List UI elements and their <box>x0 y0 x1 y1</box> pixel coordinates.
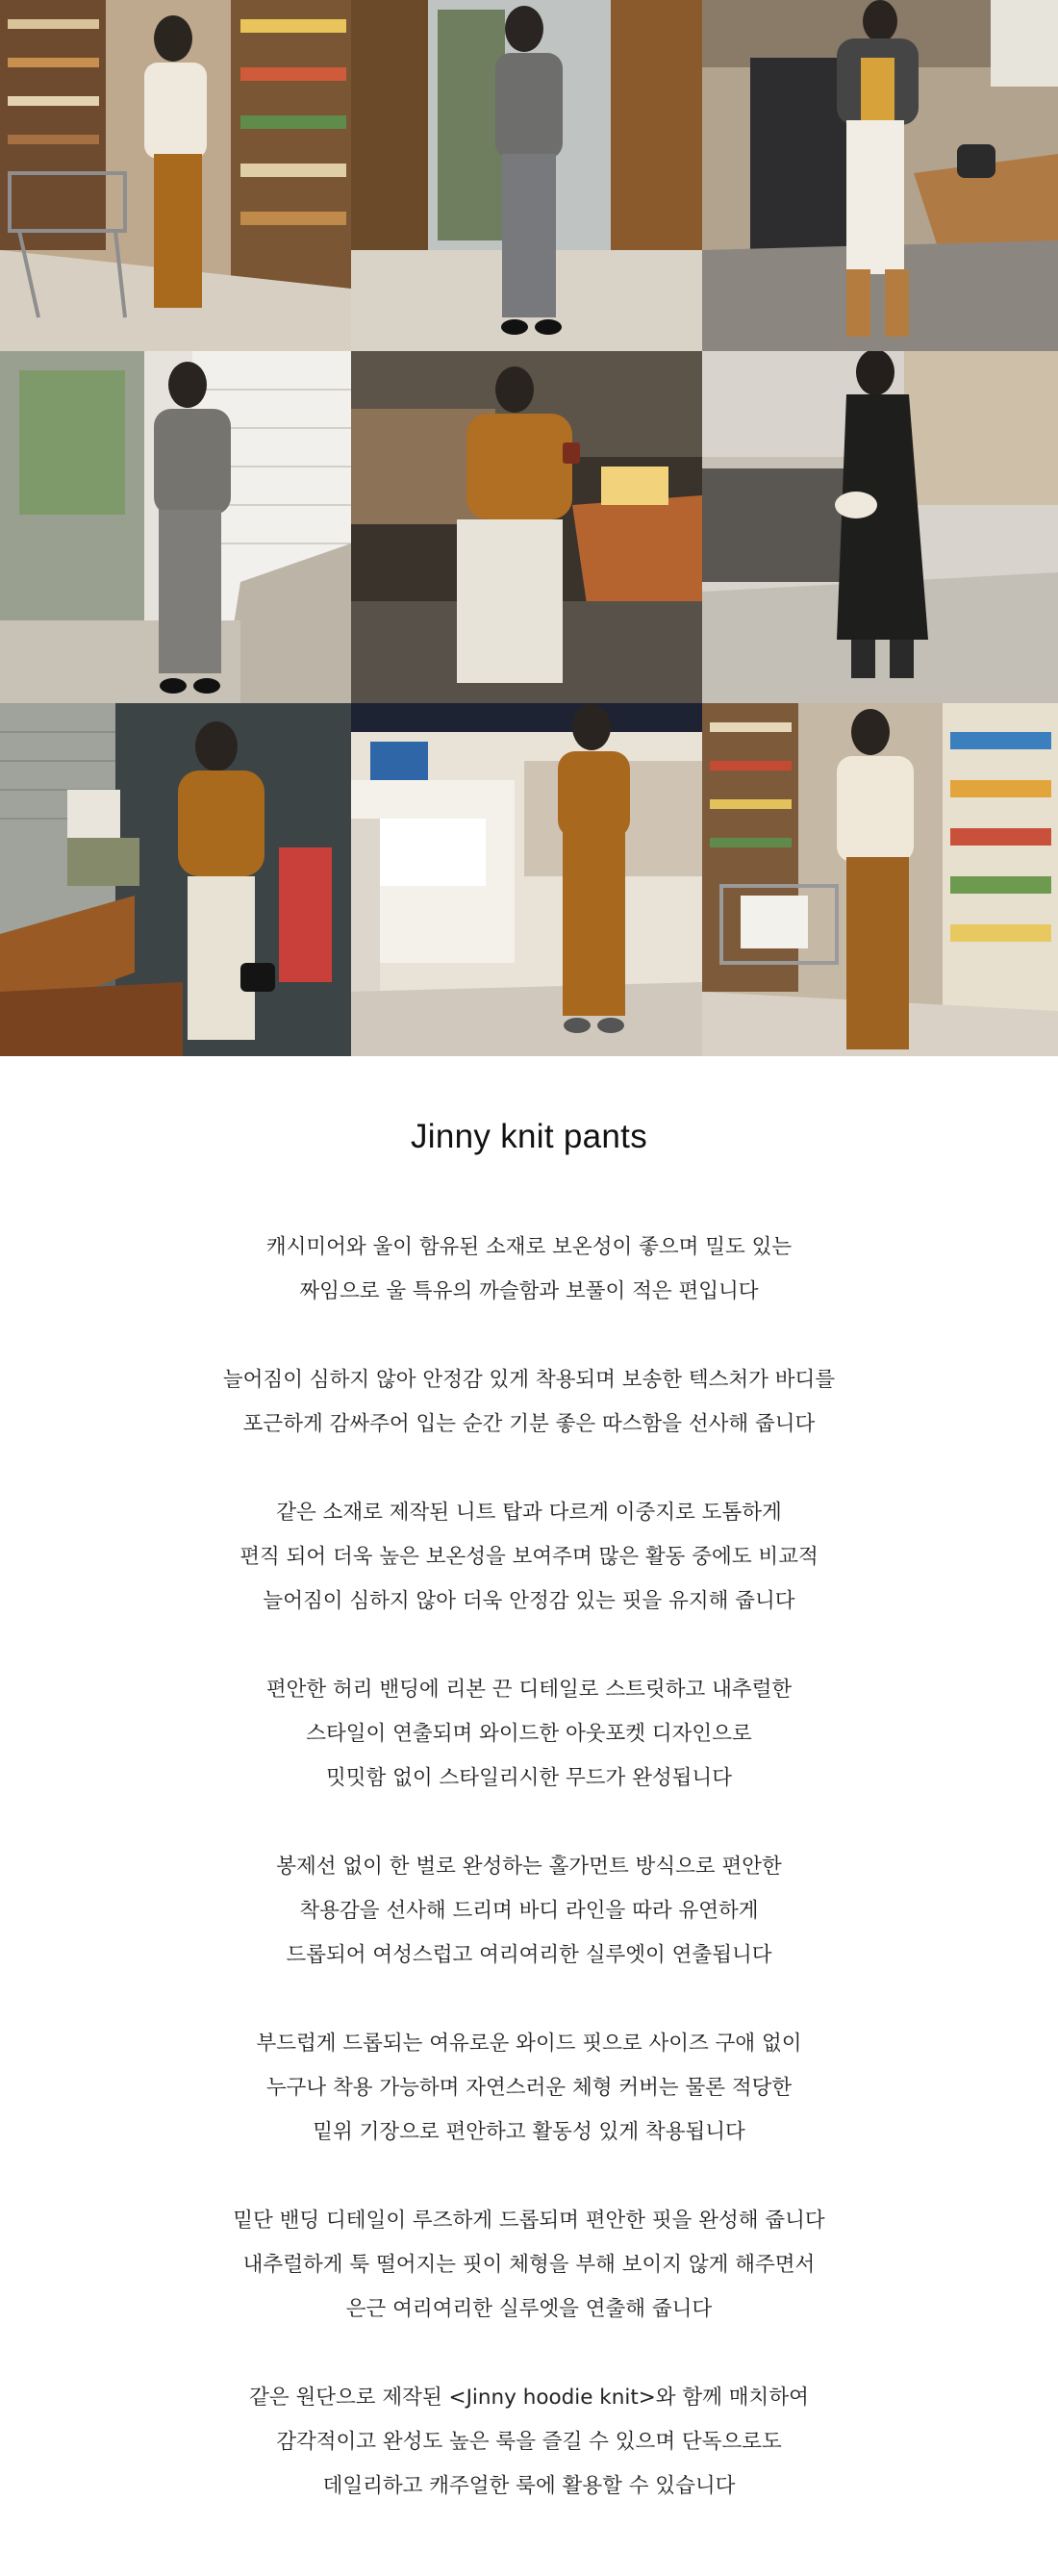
description-paragraph <box>0 1491 1058 1624</box>
description-line: 누구나 착용 가능하며 자연스러운 체형 커버는 물론 적당한 <box>265 2076 793 2100</box>
description-paragraph <box>0 1358 1058 1447</box>
description-line: 스타일이 연출되며 와이드한 아웃포켓 디자인으로 <box>306 1722 752 1746</box>
description-paragraph <box>0 1225 1058 1314</box>
description-line: 드롭되어 여성스럽고 여리여리한 실루엣이 연출됩니다 <box>286 1943 772 1967</box>
description-line: 밋밋함 없이 스타일리시한 무드가 완성됩니다 <box>326 1766 732 1790</box>
lookbook-photo-6 <box>702 351 1058 703</box>
description-paragraphs <box>0 1158 1058 2509</box>
product-description-section <box>0 1056 1058 2509</box>
description-line: 늘어짐이 심하지 않아 더욱 안정감 있는 핏을 유지해 줍니다 <box>263 1589 795 1613</box>
description-line: 편직 되어 더욱 높은 보온성을 보여주며 많은 활동 중에도 비교적 <box>239 1545 819 1569</box>
lookbook-photo-2 <box>351 0 702 351</box>
description-line: 짜임으로 울 특유의 까슬함과 보풀이 적은 편입니다 <box>299 1279 759 1303</box>
description-paragraph <box>0 1668 1058 1801</box>
description-line: 데일리하고 캐주얼한 룩에 활용할 수 있습니다 <box>322 2474 736 2498</box>
description-line: 늘어짐이 심하지 않아 안정감 있게 착용되며 보송한 텍스처가 바디를 <box>222 1368 836 1392</box>
description-line: 착용감을 선사해 드리며 바디 라인을 따라 유연하게 <box>299 1899 759 1923</box>
description-paragraph <box>0 1845 1058 1978</box>
description-line: 편안한 허리 밴딩에 리본 끈 디테일로 스트릿하고 내추럴한 <box>265 1678 793 1702</box>
description-line: 감각적이고 완성도 높은 룩을 즐길 수 있으며 단독으로도 <box>276 2430 782 2454</box>
description-paragraph <box>0 2199 1058 2332</box>
description-line: 같은 원단으로 제작된 <Jinny hoodie knit>와 함께 매치하여 <box>249 2386 809 2410</box>
lookbook-photo-3 <box>702 0 1058 351</box>
description-line: 봉제선 없이 한 벌로 완성하는 홀가먼트 방식으로 편안한 <box>276 1855 782 1879</box>
lookbook-photo-5 <box>351 351 702 703</box>
description-line: 밑단 밴딩 디테일이 루즈하게 드롭되며 편안한 핏을 완성해 줍니다 <box>233 2209 825 2233</box>
lookbook-photo-4 <box>0 351 351 703</box>
lookbook-photo-8 <box>351 703 702 1056</box>
description-paragraph <box>0 2022 1058 2155</box>
description-line: 같은 소재로 제작된 니트 탑과 다르게 이중지로 도톰하게 <box>276 1501 782 1525</box>
description-line: 밑위 기장으로 편안하고 활동성 있게 착용됩니다 <box>313 2120 745 2144</box>
description-paragraph <box>0 2376 1058 2509</box>
product-title: Jinny knit pants <box>410 1118 648 1155</box>
description-line: 부드럽게 드롭되는 여유로운 와이드 핏으로 사이즈 구애 없이 <box>256 2032 802 2056</box>
photo-grid <box>0 0 1058 1056</box>
lookbook-photo-9 <box>702 703 1058 1056</box>
description-line: 내추럴하게 툭 떨어지는 핏이 체형을 부해 보이지 않게 해주면서 <box>242 2253 816 2277</box>
description-line: 포근하게 감싸주어 입는 순간 기분 좋은 따스함을 선사해 줍니다 <box>242 1412 816 1436</box>
description-line: 은근 여리여리한 실루엣을 연출해 줍니다 <box>345 2297 713 2321</box>
lookbook-photo-7 <box>0 703 351 1056</box>
description-line: 캐시미어와 울이 함유된 소재로 보온성이 좋으며 밀도 있는 <box>265 1235 793 1259</box>
lookbook-photo-1 <box>0 0 351 351</box>
